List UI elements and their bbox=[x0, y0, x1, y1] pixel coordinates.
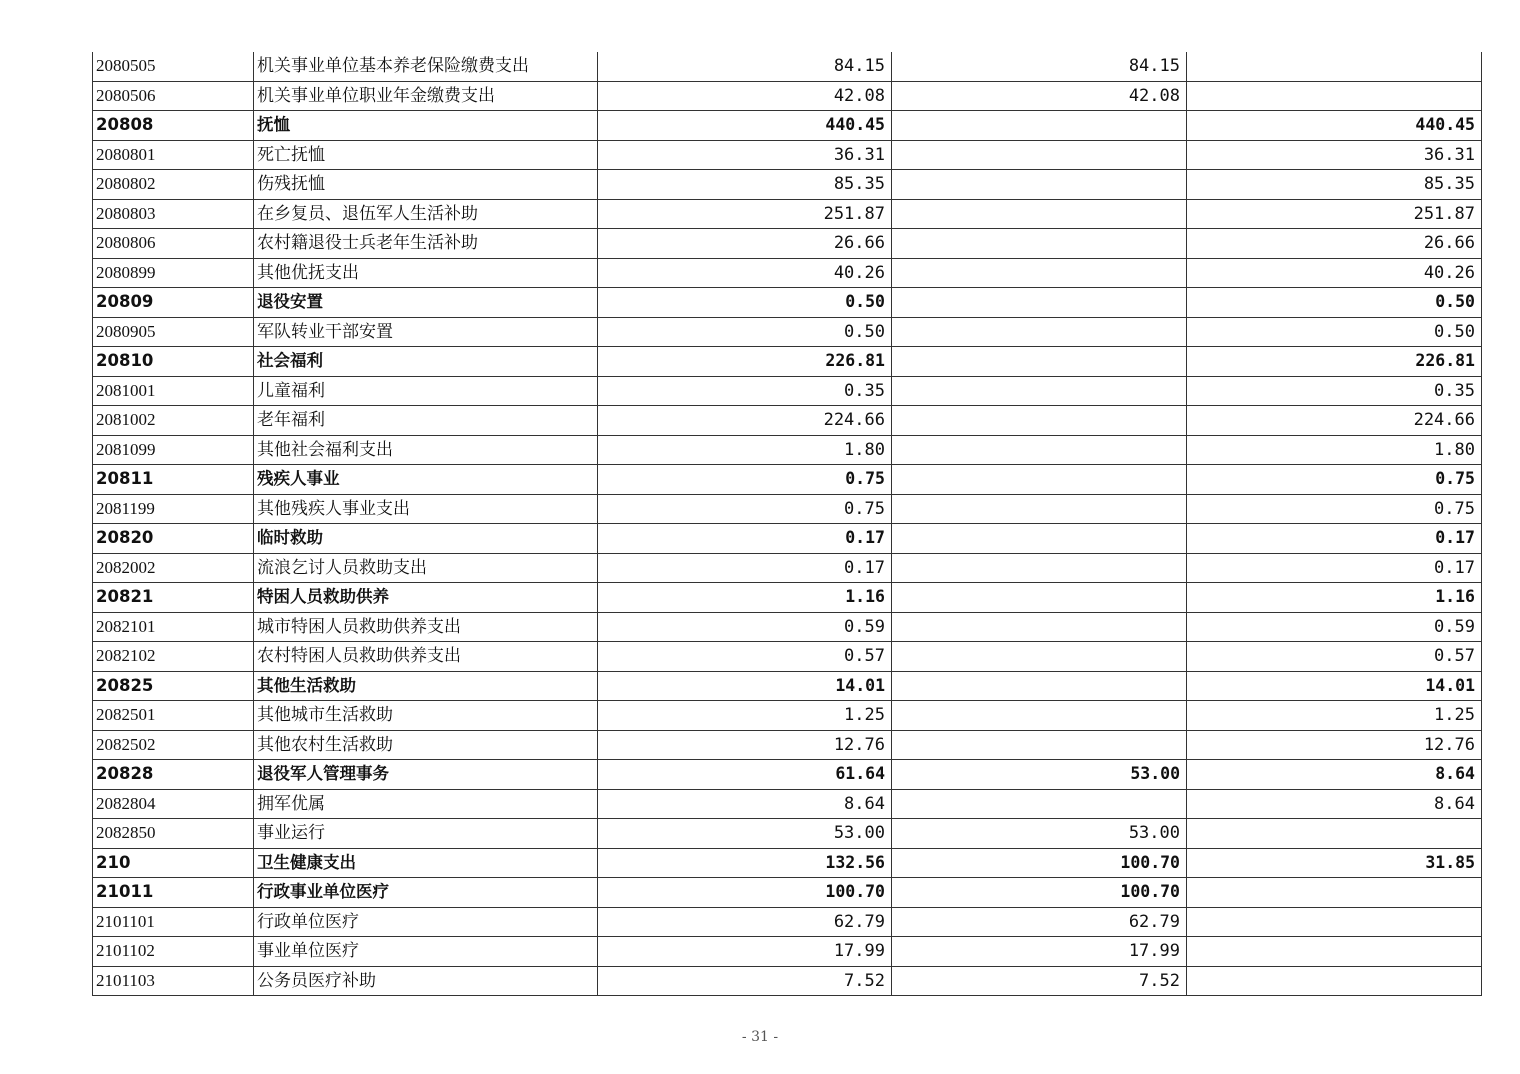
total-cell: 100.70 bbox=[598, 878, 892, 908]
code-cell: 2101103 bbox=[93, 966, 254, 996]
table-row bbox=[93, 553, 1482, 583]
table-row bbox=[93, 760, 1482, 790]
project-expense-cell: 226.81 bbox=[1187, 347, 1482, 377]
basic-expense-cell bbox=[892, 199, 1187, 229]
project-expense-cell: 12.76 bbox=[1187, 730, 1482, 760]
project-expense-cell bbox=[1187, 81, 1482, 111]
name-cell: 其他生活救助 bbox=[254, 671, 598, 701]
code-cell: 2080806 bbox=[93, 229, 254, 259]
table-row bbox=[93, 524, 1482, 554]
basic-expense-cell bbox=[892, 347, 1187, 377]
project-expense-cell: 0.17 bbox=[1187, 553, 1482, 583]
table-row bbox=[93, 848, 1482, 878]
total-cell: 251.87 bbox=[598, 199, 892, 229]
table-row bbox=[93, 642, 1482, 672]
total-cell: 62.79 bbox=[598, 907, 892, 937]
budget-table bbox=[92, 52, 1482, 996]
basic-expense-cell bbox=[892, 730, 1187, 760]
table-row bbox=[93, 81, 1482, 111]
project-expense-cell: 1.16 bbox=[1187, 583, 1482, 613]
basic-expense-cell: 53.00 bbox=[892, 760, 1187, 790]
table-row bbox=[93, 317, 1482, 347]
budget-table-body bbox=[93, 52, 1482, 996]
project-expense-cell bbox=[1187, 966, 1482, 996]
code-cell: 2081099 bbox=[93, 435, 254, 465]
code-cell: 2080802 bbox=[93, 170, 254, 200]
table-row bbox=[93, 170, 1482, 200]
name-cell: 退役安置 bbox=[254, 288, 598, 318]
total-cell: 7.52 bbox=[598, 966, 892, 996]
code-cell: 2101102 bbox=[93, 937, 254, 967]
project-expense-cell: 0.50 bbox=[1187, 317, 1482, 347]
table-row bbox=[93, 465, 1482, 495]
total-cell: 0.59 bbox=[598, 612, 892, 642]
project-expense-cell bbox=[1187, 878, 1482, 908]
project-expense-cell: 0.17 bbox=[1187, 524, 1482, 554]
total-cell: 0.35 bbox=[598, 376, 892, 406]
basic-expense-cell bbox=[892, 111, 1187, 141]
name-cell: 机关事业单位基本养老保险缴费支出 bbox=[254, 52, 598, 81]
total-cell: 1.80 bbox=[598, 435, 892, 465]
code-cell: 2080505 bbox=[93, 52, 254, 81]
table-row bbox=[93, 494, 1482, 524]
name-cell: 儿童福利 bbox=[254, 376, 598, 406]
basic-expense-cell bbox=[892, 494, 1187, 524]
project-expense-cell: 40.26 bbox=[1187, 258, 1482, 288]
project-expense-cell: 0.59 bbox=[1187, 612, 1482, 642]
project-expense-cell: 0.50 bbox=[1187, 288, 1482, 318]
table-row bbox=[93, 937, 1482, 967]
name-cell: 公务员医疗补助 bbox=[254, 966, 598, 996]
table-row bbox=[93, 819, 1482, 849]
project-expense-cell: 440.45 bbox=[1187, 111, 1482, 141]
basic-expense-cell: 100.70 bbox=[892, 848, 1187, 878]
total-cell: 36.31 bbox=[598, 140, 892, 170]
basic-expense-cell: 17.99 bbox=[892, 937, 1187, 967]
name-cell: 残疾人事业 bbox=[254, 465, 598, 495]
table-row bbox=[93, 612, 1482, 642]
code-cell: 2082101 bbox=[93, 612, 254, 642]
table-row bbox=[93, 789, 1482, 819]
project-expense-cell: 0.57 bbox=[1187, 642, 1482, 672]
basic-expense-cell bbox=[892, 671, 1187, 701]
name-cell: 城市特困人员救助供养支出 bbox=[254, 612, 598, 642]
table-row bbox=[93, 701, 1482, 731]
code-cell: 2080905 bbox=[93, 317, 254, 347]
project-expense-cell: 36.31 bbox=[1187, 140, 1482, 170]
total-cell: 53.00 bbox=[598, 819, 892, 849]
total-cell: 17.99 bbox=[598, 937, 892, 967]
total-cell: 132.56 bbox=[598, 848, 892, 878]
code-cell: 2080801 bbox=[93, 140, 254, 170]
total-cell: 26.66 bbox=[598, 229, 892, 259]
name-cell: 社会福利 bbox=[254, 347, 598, 377]
project-expense-cell: 0.35 bbox=[1187, 376, 1482, 406]
project-expense-cell: 1.80 bbox=[1187, 435, 1482, 465]
total-cell: 0.50 bbox=[598, 288, 892, 318]
basic-expense-cell bbox=[892, 465, 1187, 495]
project-expense-cell: 8.64 bbox=[1187, 760, 1482, 790]
basic-expense-cell bbox=[892, 583, 1187, 613]
total-cell: 85.35 bbox=[598, 170, 892, 200]
total-cell: 40.26 bbox=[598, 258, 892, 288]
project-expense-cell bbox=[1187, 937, 1482, 967]
table-row bbox=[93, 966, 1482, 996]
name-cell: 行政事业单位医疗 bbox=[254, 878, 598, 908]
name-cell: 老年福利 bbox=[254, 406, 598, 436]
basic-expense-cell bbox=[892, 553, 1187, 583]
name-cell: 其他社会福利支出 bbox=[254, 435, 598, 465]
table-row bbox=[93, 878, 1482, 908]
project-expense-cell: 8.64 bbox=[1187, 789, 1482, 819]
basic-expense-cell bbox=[892, 435, 1187, 465]
table-row bbox=[93, 347, 1482, 377]
name-cell: 其他农村生活救助 bbox=[254, 730, 598, 760]
total-cell: 12.76 bbox=[598, 730, 892, 760]
table-row bbox=[93, 435, 1482, 465]
basic-expense-cell bbox=[892, 258, 1187, 288]
code-cell: 20810 bbox=[93, 347, 254, 377]
table-row bbox=[93, 907, 1482, 937]
code-cell: 20811 bbox=[93, 465, 254, 495]
project-expense-cell: 251.87 bbox=[1187, 199, 1482, 229]
project-expense-cell: 14.01 bbox=[1187, 671, 1482, 701]
project-expense-cell: 26.66 bbox=[1187, 229, 1482, 259]
basic-expense-cell: 84.15 bbox=[892, 52, 1187, 81]
total-cell: 1.25 bbox=[598, 701, 892, 731]
project-expense-cell: 224.66 bbox=[1187, 406, 1482, 436]
code-cell: 2082502 bbox=[93, 730, 254, 760]
code-cell: 2101101 bbox=[93, 907, 254, 937]
code-cell: 2082002 bbox=[93, 553, 254, 583]
table-row bbox=[93, 288, 1482, 318]
code-cell: 210 bbox=[93, 848, 254, 878]
name-cell: 流浪乞讨人员救助支出 bbox=[254, 553, 598, 583]
basic-expense-cell: 62.79 bbox=[892, 907, 1187, 937]
code-cell: 20809 bbox=[93, 288, 254, 318]
total-cell: 226.81 bbox=[598, 347, 892, 377]
name-cell: 农村特困人员救助供养支出 bbox=[254, 642, 598, 672]
table-row bbox=[93, 199, 1482, 229]
project-expense-cell bbox=[1187, 52, 1482, 81]
code-cell: 2082804 bbox=[93, 789, 254, 819]
total-cell: 8.64 bbox=[598, 789, 892, 819]
table-row bbox=[93, 258, 1482, 288]
table-row bbox=[93, 406, 1482, 436]
basic-expense-cell bbox=[892, 642, 1187, 672]
basic-expense-cell bbox=[892, 406, 1187, 436]
code-cell: 2081001 bbox=[93, 376, 254, 406]
name-cell: 事业单位医疗 bbox=[254, 937, 598, 967]
code-cell: 2082850 bbox=[93, 819, 254, 849]
code-cell: 2081002 bbox=[93, 406, 254, 436]
project-expense-cell: 0.75 bbox=[1187, 494, 1482, 524]
code-cell: 20820 bbox=[93, 524, 254, 554]
table-row bbox=[93, 229, 1482, 259]
name-cell: 其他残疾人事业支出 bbox=[254, 494, 598, 524]
basic-expense-cell bbox=[892, 317, 1187, 347]
total-cell: 42.08 bbox=[598, 81, 892, 111]
table-row bbox=[93, 140, 1482, 170]
code-cell: 20828 bbox=[93, 760, 254, 790]
total-cell: 224.66 bbox=[598, 406, 892, 436]
name-cell: 行政单位医疗 bbox=[254, 907, 598, 937]
name-cell: 卫生健康支出 bbox=[254, 848, 598, 878]
total-cell: 440.45 bbox=[598, 111, 892, 141]
table-row bbox=[93, 730, 1482, 760]
code-cell: 2080506 bbox=[93, 81, 254, 111]
code-cell: 20825 bbox=[93, 671, 254, 701]
total-cell: 1.16 bbox=[598, 583, 892, 613]
name-cell: 特困人员救助供养 bbox=[254, 583, 598, 613]
name-cell: 其他城市生活救助 bbox=[254, 701, 598, 731]
name-cell: 事业运行 bbox=[254, 819, 598, 849]
code-cell: 20808 bbox=[93, 111, 254, 141]
project-expense-cell: 0.75 bbox=[1187, 465, 1482, 495]
basic-expense-cell: 53.00 bbox=[892, 819, 1187, 849]
project-expense-cell bbox=[1187, 819, 1482, 849]
total-cell: 0.17 bbox=[598, 553, 892, 583]
name-cell: 伤残抚恤 bbox=[254, 170, 598, 200]
basic-expense-cell bbox=[892, 288, 1187, 318]
basic-expense-cell bbox=[892, 376, 1187, 406]
page-number: - 31 - bbox=[741, 1029, 779, 1045]
name-cell: 死亡抚恤 bbox=[254, 140, 598, 170]
name-cell: 机关事业单位职业年金缴费支出 bbox=[254, 81, 598, 111]
basic-expense-cell bbox=[892, 524, 1187, 554]
total-cell: 0.50 bbox=[598, 317, 892, 347]
table-row bbox=[93, 671, 1482, 701]
basic-expense-cell bbox=[892, 789, 1187, 819]
basic-expense-cell: 42.08 bbox=[892, 81, 1187, 111]
total-cell: 0.57 bbox=[598, 642, 892, 672]
project-expense-cell bbox=[1187, 907, 1482, 937]
code-cell: 21011 bbox=[93, 878, 254, 908]
table-row bbox=[93, 376, 1482, 406]
total-cell: 84.15 bbox=[598, 52, 892, 81]
table-row bbox=[93, 111, 1482, 141]
project-expense-cell: 85.35 bbox=[1187, 170, 1482, 200]
code-cell: 2081199 bbox=[93, 494, 254, 524]
basic-expense-cell: 7.52 bbox=[892, 966, 1187, 996]
name-cell: 退役军人管理事务 bbox=[254, 760, 598, 790]
code-cell: 2080899 bbox=[93, 258, 254, 288]
table-row bbox=[93, 52, 1482, 81]
code-cell: 2080803 bbox=[93, 199, 254, 229]
table-row bbox=[93, 583, 1482, 613]
basic-expense-cell bbox=[892, 140, 1187, 170]
name-cell: 军队转业干部安置 bbox=[254, 317, 598, 347]
code-cell: 20821 bbox=[93, 583, 254, 613]
name-cell: 临时救助 bbox=[254, 524, 598, 554]
basic-expense-cell bbox=[892, 170, 1187, 200]
total-cell: 14.01 bbox=[598, 671, 892, 701]
basic-expense-cell bbox=[892, 229, 1187, 259]
name-cell: 拥军优属 bbox=[254, 789, 598, 819]
project-expense-cell: 31.85 bbox=[1187, 848, 1482, 878]
name-cell: 抚恤 bbox=[254, 111, 598, 141]
total-cell: 0.75 bbox=[598, 465, 892, 495]
basic-expense-cell bbox=[892, 701, 1187, 731]
total-cell: 0.75 bbox=[598, 494, 892, 524]
basic-expense-cell: 100.70 bbox=[892, 878, 1187, 908]
basic-expense-cell bbox=[892, 612, 1187, 642]
name-cell: 农村籍退役士兵老年生活补助 bbox=[254, 229, 598, 259]
code-cell: 2082501 bbox=[93, 701, 254, 731]
name-cell: 在乡复员、退伍军人生活补助 bbox=[254, 199, 598, 229]
name-cell: 其他优抚支出 bbox=[254, 258, 598, 288]
total-cell: 61.64 bbox=[598, 760, 892, 790]
total-cell: 0.17 bbox=[598, 524, 892, 554]
code-cell: 2082102 bbox=[93, 642, 254, 672]
project-expense-cell: 1.25 bbox=[1187, 701, 1482, 731]
